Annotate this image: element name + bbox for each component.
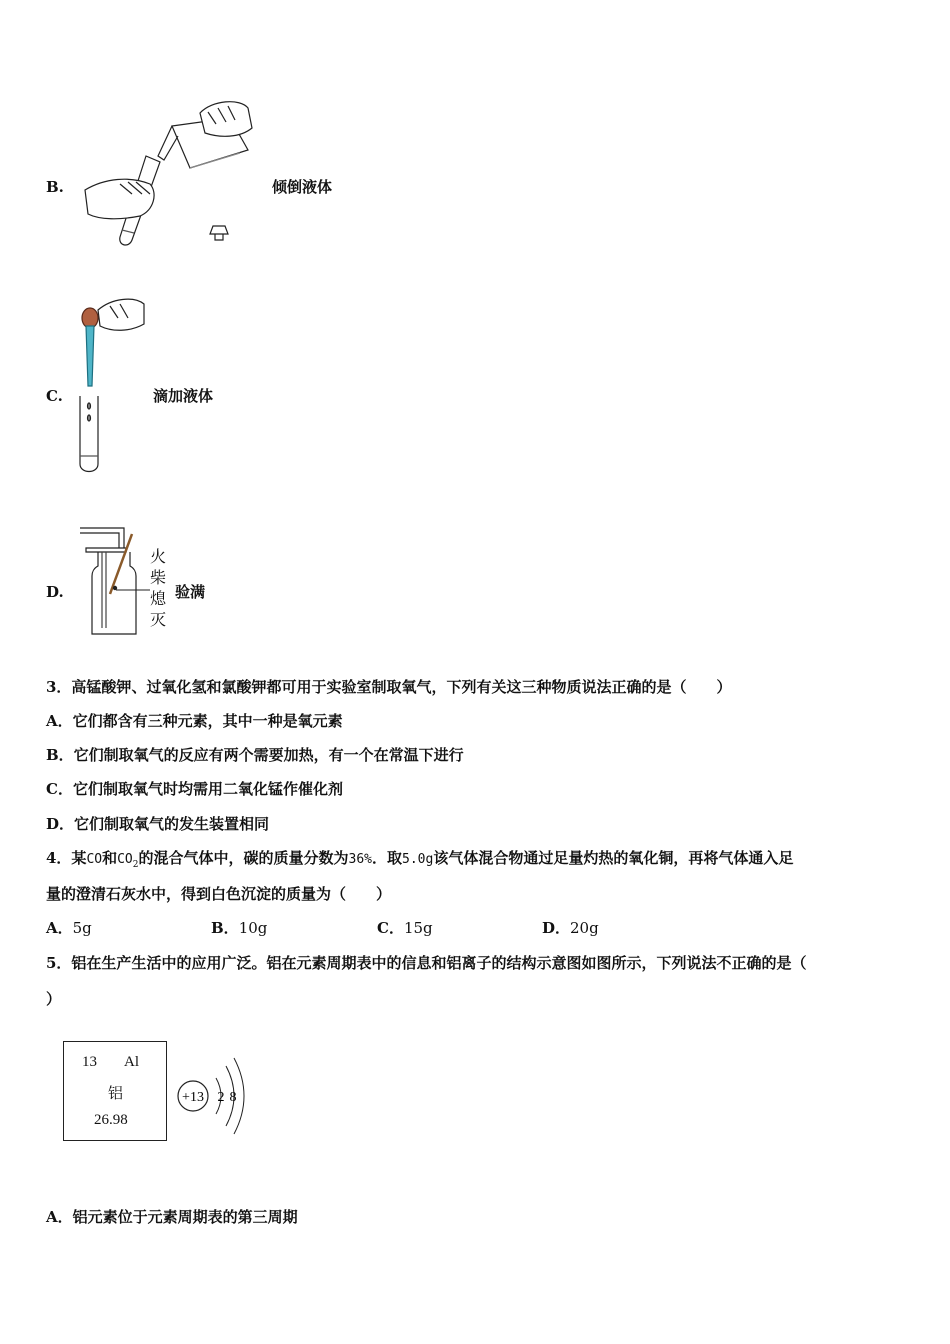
- q4-option-letter: A．: [46, 919, 73, 937]
- q4-mass: 5.0g: [402, 852, 434, 867]
- q5-stem-line1: 5．铝在生产生活中的应用广泛。铝在元素周期表中的信息和铝离子的结构示意图如图所示，下列说法不正确的是（: [46, 954, 807, 972]
- q4-option-letter: D．: [542, 919, 571, 937]
- option-c-letter: C.: [46, 387, 63, 405]
- pouring-liquid-illustration: [80, 98, 255, 250]
- q4-stem-line1: [46, 848, 793, 875]
- q4-option-letter: B．: [211, 919, 239, 937]
- element-cell: [63, 1041, 167, 1141]
- match-extinguish-label: [150, 546, 170, 630]
- q4-text: 的混合气体中，碳的质量分数为: [138, 849, 349, 867]
- option-c-caption: 滴加液体: [153, 387, 214, 405]
- q4-co2: CO: [117, 852, 133, 867]
- q5-stem-line2: ）: [46, 990, 62, 1008]
- q3-stem: 3．高锰酸钾、过氧化氢和氯酸钾都可用于实验室制取氧气，下列有关这三种物质说法正确的是（ ）: [46, 678, 732, 696]
- gas-jar-illustration: [76, 524, 146, 640]
- q3-option-d: D．它们制取氧气的发生装置相同: [46, 815, 270, 833]
- element-name: 铝: [108, 1084, 124, 1102]
- shell-electrons-1: 2: [217, 1090, 225, 1105]
- aluminum-ion-diagram: [172, 1056, 252, 1136]
- q4-text: 该气体混合物通过足量灼热的氧化铜，再将气体通入足: [433, 849, 794, 867]
- option-d-letter: D.: [46, 583, 64, 601]
- q3-option-c: C．它们制取氧气时均需用二氧化锰作催化剂: [46, 780, 343, 798]
- q3-option-b: B．它们制取氧气的反应有两个需要加热，有一个在常温下进行: [46, 746, 464, 764]
- q5-option-a: A．铝元素位于元素周期表的第三周期: [46, 1208, 298, 1226]
- q4-stem-line2: 量的澄清石灰水中，得到白色沉淀的质量为（ ）: [46, 885, 392, 903]
- match-label-char: 熄: [150, 589, 167, 608]
- q4-text: 和: [102, 849, 118, 867]
- q4-option-value: 10g: [238, 919, 268, 937]
- option-b-letter: B.: [46, 178, 64, 196]
- atomic-mass: 26.98: [94, 1112, 128, 1128]
- element-symbol: Al: [124, 1054, 139, 1070]
- q4-text: ．取: [372, 849, 403, 867]
- q4-co2-subscript: 2: [132, 860, 139, 870]
- q4-option-value: 20g: [570, 919, 599, 937]
- q4-option-d: [542, 918, 599, 938]
- q4-option-value: 15g: [403, 919, 433, 937]
- atomic-number: 13: [82, 1054, 97, 1070]
- q3-option-a: A．它们都含有三种元素，其中一种是氧元素: [46, 712, 343, 730]
- q4-option-c: [377, 918, 433, 938]
- q4-option-a: [46, 918, 92, 938]
- pointer-line: [116, 586, 152, 594]
- nucleus-charge: +13: [182, 1090, 204, 1105]
- q4-text: 4．某: [46, 849, 87, 867]
- option-d-caption: 验满: [175, 583, 206, 601]
- match-label-char: 火: [150, 547, 167, 566]
- q4-option-letter: C．: [377, 919, 404, 937]
- q4-co: CO: [86, 852, 103, 867]
- dropping-liquid-illustration: [72, 294, 152, 476]
- option-b-caption: 倾倒液体: [272, 178, 333, 196]
- shell-electrons-2: 8: [229, 1090, 237, 1105]
- match-label-char: 柴: [150, 568, 167, 587]
- match-label-char: 灭: [150, 610, 167, 629]
- q4-percent: 36%: [348, 852, 372, 867]
- q4-option-b: [211, 918, 267, 938]
- q4-option-value: 5g: [72, 919, 92, 937]
